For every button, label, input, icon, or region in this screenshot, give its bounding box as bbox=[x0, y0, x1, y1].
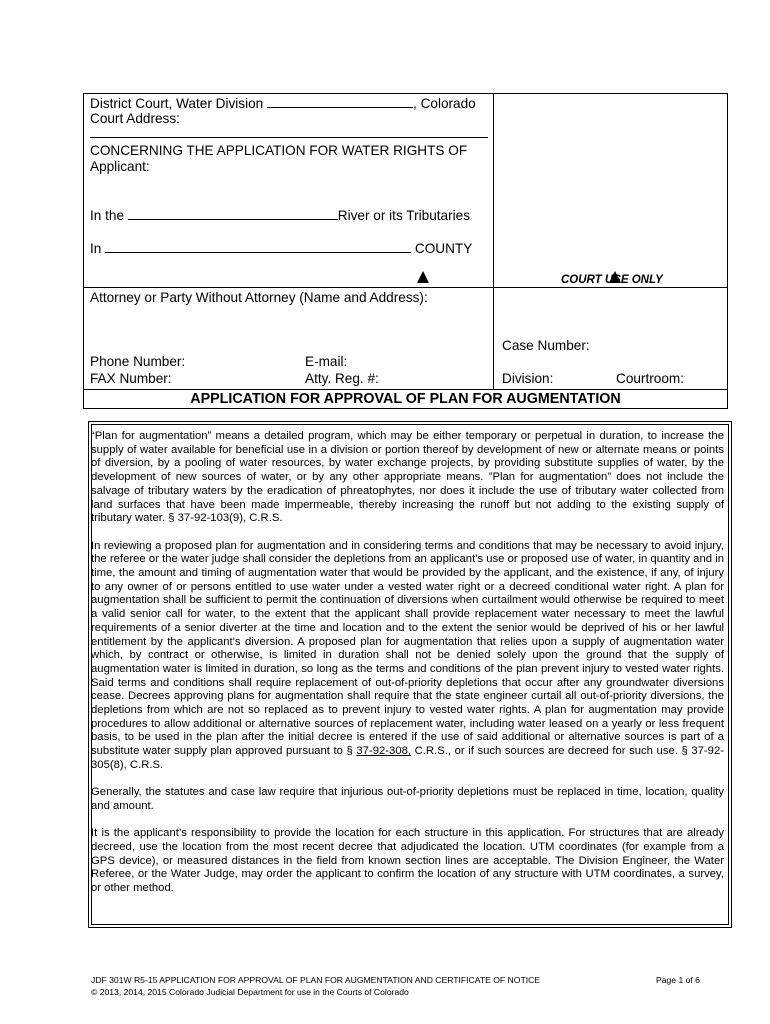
river-field[interactable] bbox=[128, 207, 338, 220]
concerning-heading: CONCERNING THE APPLICATION FOR WATER RIGHTS OF bbox=[90, 143, 468, 158]
notice-paragraph bbox=[91, 540, 724, 773]
triangle-up-icon bbox=[417, 271, 429, 283]
page-title: APPLICATION FOR APPROVAL OF PLAN FOR AUGMENTATION bbox=[190, 391, 621, 407]
notice-paragraph-text: In reviewing a proposed plan for augmentation and in considering terms and conditions that may be necessary to avoid injury, the referee or the water judge shall consider the depletions from an applicant's use or proposed use of water, in quantity and in time, the amount and timing of augmentation water that would be provided by the applicant, and the existence, if any, of injury to any owner of or persons entitled to use water under a vested water right or a decreed conditional water right. A plan for augmentation shall be sufficient to permit the continuation of diversions when curtailment would otherwise be required to meet a valid senior call for water, to the extent that the applicant shall provide replacement water necessary to meet the lawful requirements of a senior diverter at the time and location and to the extent the senior would be deprived of his or her lawful entitlement by the applicant's diversion. A proposed plan for augmentation that relies upon a supply of augmentation water which, by contract or otherwise, is limited in duration shall not be denied solely upon the ground that the supply of augmentation water is limited in duration, so long as the terms and conditions of the plan prevent injury to vested water rights. Said terms and conditions shall require replacement of out-of-priority depletions that occur after any groundwater diversions cease. Decrees approving plans for augmentation shall require that the state engineer curtail all out-of-priority diversions, the depletions from which are not so replaced as to prevent injury to vested water rights. A plan for augmentation may provide procedures to allow additional or alternative sources of replacement water, including water leased on a yearly or less frequent basis, to be used in the plan after the initial decree is entered if the use of said additional or alternative sources is part of a substitute water supply plan approved pursuant to § bbox=[91, 539, 724, 758]
email-label: E-mail: bbox=[305, 354, 348, 369]
notice-paragraph: “Plan for augmentation” means a detailed program, which may be either temporary or perpetual in duration, to increase the supply of water available for beneficial use in a division or portion thereof by development of new or alternate means or points of diversion, by a pooling of water resources, by water exchange projects, by providing substitute supplies of water, by the development of new sources of water, or by any other appropriate means. ”Plan for augmentation” does not include the salvage of tributary waters by the eradication of phreatophytes, nor does it include the use of tributary water collected from land surfaces that have been made impermeable, thereby increasing the runoff but not adding to the existing supply of tributary water. § 37-92-103(9), C.R.S. bbox=[91, 430, 724, 525]
case-number-label: Case Number: bbox=[502, 338, 590, 353]
court-use-only: COURT USE ONLY bbox=[561, 274, 663, 286]
court-prefix: District Court, Water Division bbox=[90, 96, 264, 111]
footer-form-id: JDF 301W R5-15 APPLICATION FOR APPROVAL OF PLAN FOR AUGMENTATION AND CERTIFICATE OF NOTICE bbox=[91, 975, 541, 985]
in-the-prefix: In the bbox=[90, 208, 125, 223]
notice-paragraph: It is the applicant’s responsibility to provide the location for each structure in this application. For structures that are already decreed, use the location from the most recent decree that adjudicated the location. UTM coordinates (for example from a GPS device), or measured distances in the field from known section lines are acceptable. The Division Engineer, the Water Referee, or the Water Judge, may order the applicant to confirm the location of any structure with UTM coordinates, a survey, or other method. bbox=[91, 827, 724, 895]
caption-divider-vertical bbox=[493, 93, 494, 390]
in-prefix: In bbox=[90, 241, 102, 256]
notice-text bbox=[91, 430, 724, 910]
in-the-suffix: River or its Tributaries bbox=[337, 208, 470, 223]
court-suffix: , Colorado bbox=[413, 96, 476, 111]
river-line bbox=[90, 207, 470, 224]
courtroom-label: Courtroom: bbox=[616, 371, 684, 386]
notice-paragraph: Generally, the statutes and case law require that injurious out-of-priority depletions must be replaced in time, location, quality and amount. bbox=[91, 786, 724, 812]
notice-paragraph-text: C.R.S., or if such sources are decreed for such use. § 37-92-305(8), C.R.S. bbox=[91, 745, 724, 771]
phone-label: Phone Number: bbox=[90, 354, 186, 369]
county-line bbox=[90, 240, 472, 257]
atty-reg-label: Atty. Reg. #: bbox=[305, 371, 379, 386]
applicant-label: Applicant: bbox=[90, 159, 150, 174]
court-address-field[interactable] bbox=[90, 136, 488, 138]
statute-link[interactable]: 37-92-308, bbox=[356, 745, 412, 758]
water-division-field[interactable] bbox=[267, 95, 413, 108]
footer-copyright: © 2013, 2014, 2015 Colorado Judicial Department for use in the Courts of Colorado bbox=[91, 987, 409, 997]
county-field[interactable] bbox=[105, 240, 411, 253]
division-label: Division: bbox=[502, 371, 554, 386]
county-label: COUNTY bbox=[414, 241, 473, 256]
triangle-up-icon bbox=[609, 271, 621, 283]
attorney-label: Attorney or Party Without Attorney (Name and Address): bbox=[90, 290, 428, 305]
caption-divider-court bbox=[83, 287, 728, 288]
court-address: Court Address: bbox=[90, 111, 180, 126]
footer-page-number: Page 1 of 6 bbox=[656, 975, 700, 985]
court-line bbox=[90, 95, 476, 112]
fax-label: FAX Number: bbox=[90, 371, 172, 386]
